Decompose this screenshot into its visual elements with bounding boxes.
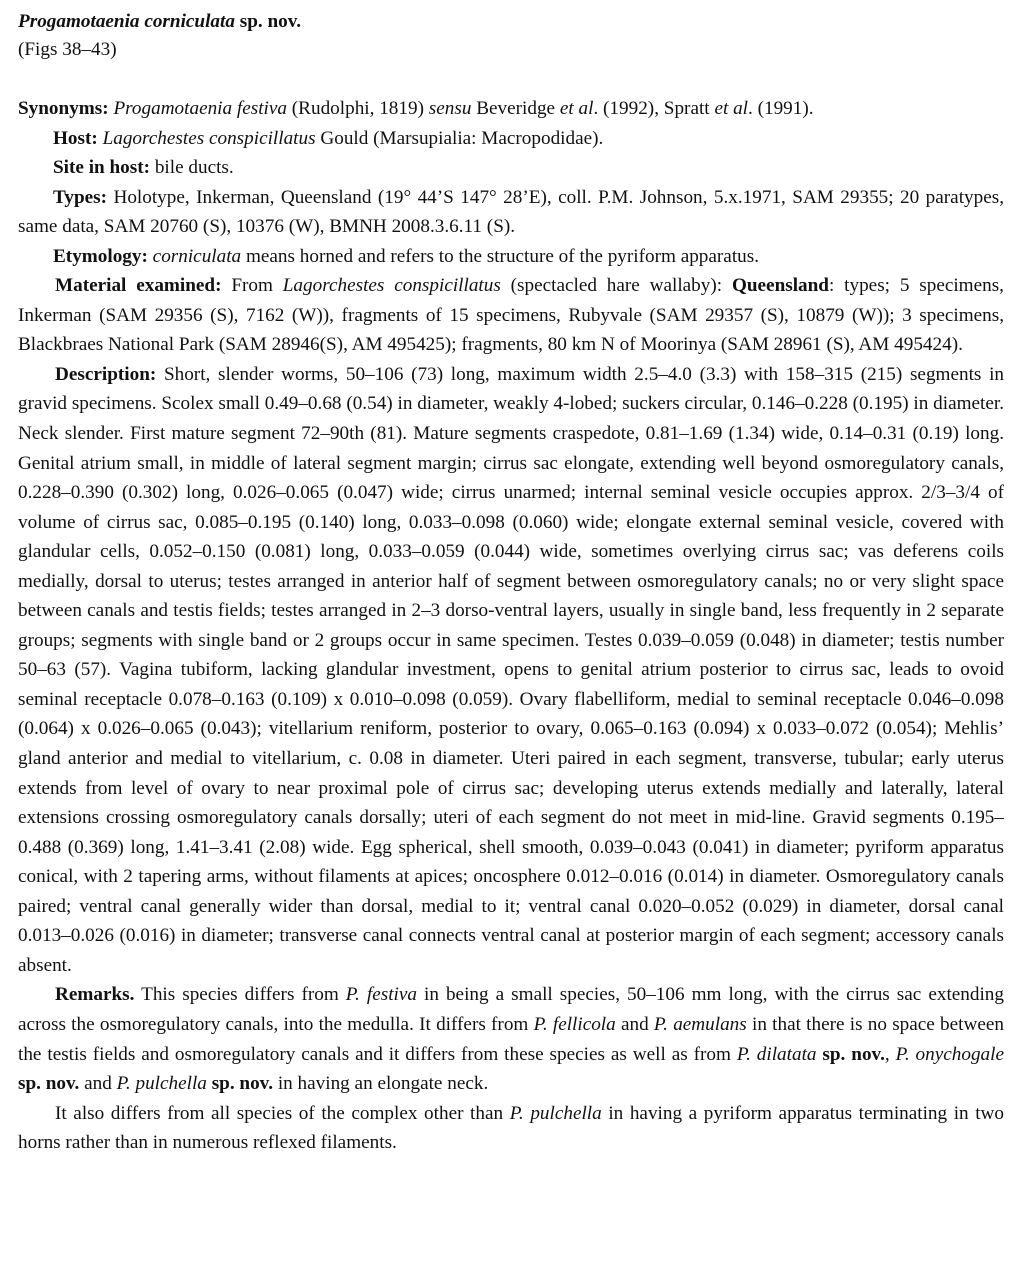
text-run: : types; 5 specimens, Inkerman (SAM 29356 (S), 7162 (W)), fragments of 15 specimens, Rubyvale (SAM 29357 (S), 10879 (W)); 3 specimens, Blackbraes National Park (SAM 28946(S), AM 495425); fragments, 80 km N of Moorinya (SAM 28961 (S), AM 495424).: [18, 275, 1004, 356]
species-ref: P. onychogale: [895, 1043, 1004, 1065]
text-run: and: [79, 1073, 117, 1095]
species-ref: P. aemulans: [653, 1013, 747, 1035]
document-page: [18, 8, 1004, 1158]
et-al-term: et al: [559, 98, 594, 119]
text-run: Short, slender worms, 50–106 (73) long, maximum width 2.5–4.0 (3.3) with 158–315 (215) segments in gravid specimens. Scolex small 0.49–0.68 (0.54) in diameter, weakly 4-lobed; suckers circular, 0.146–0.228 (0.195) in diameter. Neck slender. First mature segment 72–90th (81). Mature segments craspedote, 0.81–1.69 (1.34) wide, 0.14–0.31 (0.19) long. Genital atrium small, in middle of lateral segment margin; cirrus sac elongate, extending well beyond osmoregulatory canals, 0.228–0.390 (0.302) long, 0.026–0.065 (0.047) wide; cirrus unarmed; internal seminal vesicle occupies approx. 2/3–3/4 of volume of cirrus sac, 0.085–0.195 (0.140) long, 0.033–0.098 (0.060) wide; elongate external seminal vesicle, covered with glandular cells, 0.052–0.150 (0.081) long, 0.033–0.059 (0.044) wide, sometimes overlying cirrus sac; vas deferens coils medially, dorsal to uterus; testes arranged in anterior half of segment between osmoregulatory canals; no or very slight space between canals and testis fields; testes arranged in 2–3 dorso-ventral layers, usually in single band, less frequently in 2 separate groups; segments with single band or 2 groups occur in same specimen. Testes 0.039–0.059 (0.048) in diameter; testis number 50–63 (57). Vagina tubiform, lacking glandular investment, opens to genital atrium posterior to cirrus sac, leads to ovoid seminal receptacle 0.078–0.163 (0.109) x 0.010–0.098 (0.059). Ovary flabelliform, medial to seminal receptacle 0.046–0.098 (0.064) x 0.026–0.065 (0.043); vitellarium reniform, posterior to ovary, 0.065–0.163 (0.094) x 0.033–0.072 (0.054); Mehlis’ gland anterior and medial to vitellarium, c. 0.08 in diameter. Uteri paired in each segment, transverse, tubular; early uterus extends from level of ovary to near proximal pole of cirrus sac; developing uterus extends medially and laterally, lateral extensions crossing osmoregulatory canals dorsally; uteri of each segment do not meet in mid-line. Gravid segments 0.195–0.488 (0.369) long, 1.41–3.41 (2.08) wide. Egg spherical, shell smooth, 0.039–0.043 (0.041) in diameter; pyriform apparatus conical, with 2 tapering arms, without filaments at apices; oncosphere 0.012–0.016 (0.014) in diameter. Osmoregulatory canals paired; ventral canal generally wider than dorsal, medial to it; ventral canal 0.020–0.052 (0.029) in diameter, dorsal canal 0.013–0.026 (0.016) in diameter; transverse canal connects ventral canal at posterior margin of each segment; accessory canals absent.: [18, 363, 1004, 976]
sp-nov: sp. nov.: [822, 1043, 885, 1065]
text-run: . (1992), Spratt: [593, 98, 715, 119]
sp-nov: sp. nov.: [18, 1073, 80, 1095]
synonyms-paragraph: [18, 94, 1004, 124]
remarks-continued-paragraph: [18, 1099, 1004, 1158]
etymology-paragraph: [18, 242, 1004, 272]
sp-nov: sp. nov.: [211, 1073, 274, 1095]
text-run: This species differs from: [134, 984, 346, 1006]
text-run: bile ducts.: [150, 157, 234, 179]
species-ref: P. pulchella: [509, 1102, 602, 1124]
text-run: Beveridge: [471, 98, 560, 119]
text-run: in that there is no space between the testis fields and osmoregulatory canals and it differs from these species as well as from: [18, 1013, 1004, 1065]
text-run: ,: [884, 1043, 896, 1065]
text-run: Holotype, Inkerman, Queensland (19° 44’S 147° 28’E), coll. P.M. Johnson, 5.x.1971, SAM 29355; 20 paratypes, same data, SAM 20760 (S), 10376 (W), BMNH 2008.3.6.11 (S).: [18, 186, 1004, 238]
description-paragraph: [18, 360, 1004, 980]
text-run: in having a pyriform apparatus terminating in two horns rather than in numerous reflexed filaments.: [18, 1102, 1004, 1154]
material-label: Material examined:: [55, 275, 222, 297]
text-run: and: [615, 1013, 654, 1035]
synonym-species: Progamotaenia festiva: [113, 98, 287, 119]
text-run: It also differs from all species of the complex other than: [55, 1102, 510, 1124]
host-paragraph: [18, 124, 1004, 154]
types-label: Types:: [53, 186, 108, 208]
site-paragraph: [18, 153, 1004, 183]
remarks-label: Remarks.: [55, 984, 135, 1006]
species-suffix: sp. nov.: [239, 11, 302, 32]
material-paragraph: [18, 271, 1004, 360]
host-species: Lagorchestes conspicillatus: [102, 127, 316, 149]
text-run: (Rudolphi, 1819): [287, 98, 429, 119]
host-label: Host:: [53, 127, 98, 149]
state-name: Queensland: [731, 275, 829, 297]
text-run: (spectacled hare wallaby):: [500, 275, 732, 297]
text-run: in having an elongate neck.: [273, 1073, 489, 1095]
etymology-label: Etymology:: [53, 245, 148, 267]
etymology-word: corniculata: [152, 245, 242, 267]
material-species: Lagorchestes conspicillatus: [282, 275, 501, 297]
text-run: in being a small species, 50–106 mm long, with the cirrus sac extending across the osmoregulatory canals, into the medulla. It differs from: [18, 984, 1004, 1035]
figure-reference: (Figs 38–43): [18, 39, 117, 60]
text-run: . (1991).: [748, 98, 814, 119]
et-al-term: et al: [714, 98, 749, 119]
species-name: Progamotaenia corniculata: [18, 11, 235, 32]
text-run: From: [221, 275, 283, 297]
species-ref: P. fellicola: [533, 1013, 616, 1035]
species-title: [18, 8, 1004, 36]
site-label: Site in host:: [53, 157, 151, 179]
remarks-paragraph: [18, 980, 1004, 1098]
synonyms-label: Synonyms:: [18, 98, 109, 119]
species-ref: P. dilatata: [736, 1043, 817, 1065]
sensu-term: sensu: [428, 98, 472, 119]
types-paragraph: [18, 183, 1004, 242]
species-ref: P. festiva: [345, 984, 417, 1006]
text-run: means horned and refers to the structure of the pyriform apparatus.: [241, 245, 760, 267]
species-ref: P. pulchella: [116, 1073, 207, 1095]
description-label: Description:: [55, 363, 157, 385]
text-run: Gould (Marsupialia: Macropodidae).: [315, 127, 604, 149]
